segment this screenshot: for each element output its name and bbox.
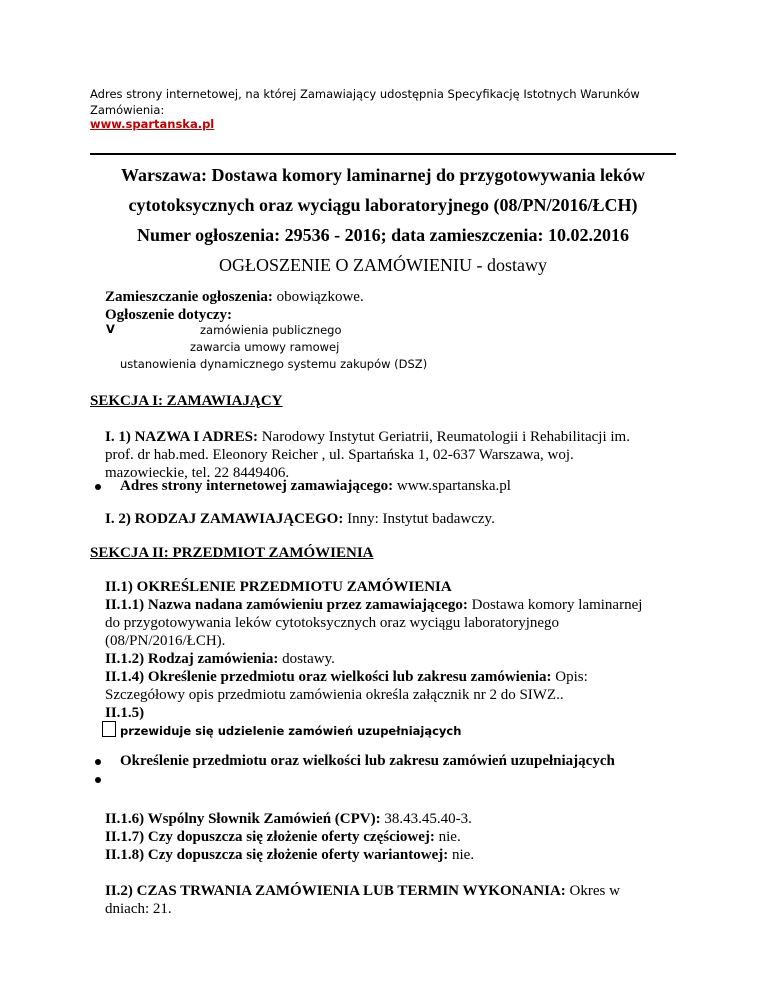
- ii18-row: [105, 846, 474, 864]
- divider: [90, 153, 676, 155]
- section-1-heading: SEKCJA I: ZAMAWIAJĄCY: [90, 393, 283, 409]
- zamieszczanie-label: Zamieszczanie ogłoszenia:: [105, 289, 273, 305]
- ii17-row: [105, 828, 461, 846]
- ii12-label: II.1.2) Rodzaj zamówienia:: [105, 651, 279, 667]
- bullet-icon: [95, 759, 101, 765]
- ii2-line-2: dniach: 21.: [105, 901, 172, 917]
- zamieszczanie-row: [105, 288, 364, 306]
- name-address-line-2: prof. dr hab.med. Eleonory Reicher , ul. Spartańska 1, 02-637 Warszawa, woj.: [105, 447, 574, 463]
- ii16-label: II.1.6) Wspólny Słownik Zamówień (CPV):: [105, 811, 381, 827]
- name-address-line-1: [105, 428, 630, 446]
- ii12-value: dostawy.: [278, 651, 335, 667]
- selected-mark: V: [106, 322, 115, 336]
- bullet-icon: [95, 777, 101, 783]
- ii14-label: II.1.4) Określenie przedmiotu oraz wielkości lub zakresu zamówienia:: [105, 669, 552, 685]
- ii2-value: Okres w: [565, 883, 620, 899]
- ii15-label: II.1.5): [105, 705, 145, 721]
- zamawiajacy-type-label: I. 2) RODZAJ ZAMAWIAJĄCEGO:: [105, 511, 344, 527]
- title-line-1: Warszawa: Dostawa komory laminarnej do przygotowywania leków: [121, 165, 645, 185]
- dotyczy-label: Ogłoszenie dotyczy:: [105, 307, 233, 323]
- zamieszczanie-value: obowiązkowe.: [272, 289, 364, 305]
- option-dsz: ustanowienia dynamicznego systemu zakupów (DSZ): [120, 357, 428, 371]
- ii14-value: Opis:: [551, 669, 588, 685]
- name-address-label: I. 1) NAZWA I ADRES:: [105, 429, 258, 445]
- option-framework: zawarcia umowy ramowej: [190, 340, 340, 354]
- supplementary-orders-checkbox[interactable]: [102, 721, 116, 737]
- bullet-icon: [95, 484, 101, 490]
- www-label: Adres strony internetowej zamawiającego:: [120, 478, 394, 494]
- supplementary-scope-label: Określenie przedmiotu oraz wielkości lub zakresu zamówień uzupełniających: [120, 753, 615, 769]
- ii11-value: Dostawa komory laminarnej: [467, 597, 643, 613]
- ii14-row: [105, 668, 588, 686]
- option-public-contract: zamówienia publicznego: [200, 323, 342, 337]
- ii16-row: [105, 810, 472, 828]
- ii11-row: [105, 596, 642, 614]
- announcement-number: Numer ogłoszenia: 29536 - 2016; data zamieszczenia: 10.02.2016: [136, 225, 630, 245]
- title-line-2: cytotoksycznych oraz wyciągu laboratoryjnego (08/PN/2016/ŁCH): [128, 195, 638, 215]
- ii17-value: nie.: [434, 829, 461, 845]
- ii17-label: II.1.7) Czy dopuszcza się złożenie oferty częściowej:: [105, 829, 435, 845]
- announcement-type: OGŁOSZENIE O ZAMÓWIENIU - dostawy: [219, 255, 547, 275]
- ii18-label: II.1.8) Czy dopuszcza się złożenie oferty wariantowej:: [105, 847, 449, 863]
- ii2-label: II.2) CZAS TRWANIA ZAMÓWIENIA LUB TERMIN WYKONANIA:: [105, 883, 566, 899]
- ii11-label: II.1.1) Nazwa nadana zamówieniu przez zamawiającego:: [105, 597, 468, 613]
- ii16-value: 38.43.45.40-3.: [380, 811, 472, 827]
- section-2-heading: SEKCJA II: PRZEDMIOT ZAMÓWIENIA: [90, 545, 374, 561]
- ii1-heading: II.1) OKREŚLENIE PRZEDMIOTU ZAMÓWIENIA: [105, 579, 452, 595]
- ii11-line-2: do przygotowywania leków cytotoksycznych oraz wyciągu laboratoryjnego: [105, 615, 560, 631]
- zamawiajacy-type-value: Inny: Instytut badawczy.: [343, 511, 495, 527]
- www-row: [120, 477, 511, 495]
- supplementary-orders-label: przewiduje się udzielenie zamówień uzupełniających: [120, 724, 462, 738]
- ii2-row: [105, 882, 620, 900]
- name-address-line-3: mazowieckie, tel. 22 8449406.: [105, 465, 290, 481]
- www-value: www.spartanska.pl: [393, 478, 511, 494]
- siwz-note: Adres strony internetowej, na której Zamawiający udostępnia Specyfikację Istotnych Warunków Zamówienia:: [90, 87, 640, 117]
- ii12-row: [105, 650, 335, 668]
- ii18-value: nie.: [448, 847, 475, 863]
- ii11-line-3: (08/PN/2016/ŁCH).: [105, 633, 226, 649]
- ii14-line-2: Szczegółowy opis przedmiotu zamówienia określa załącznik nr 2 do SIWZ..: [105, 687, 564, 703]
- siwz-link[interactable]: www.spartanska.pl: [90, 117, 215, 131]
- name-address-value: Narodowy Instytut Geriatrii, Reumatologii i Rehabilitacji im.: [257, 429, 630, 445]
- zamawiajacy-type-row: [105, 510, 495, 528]
